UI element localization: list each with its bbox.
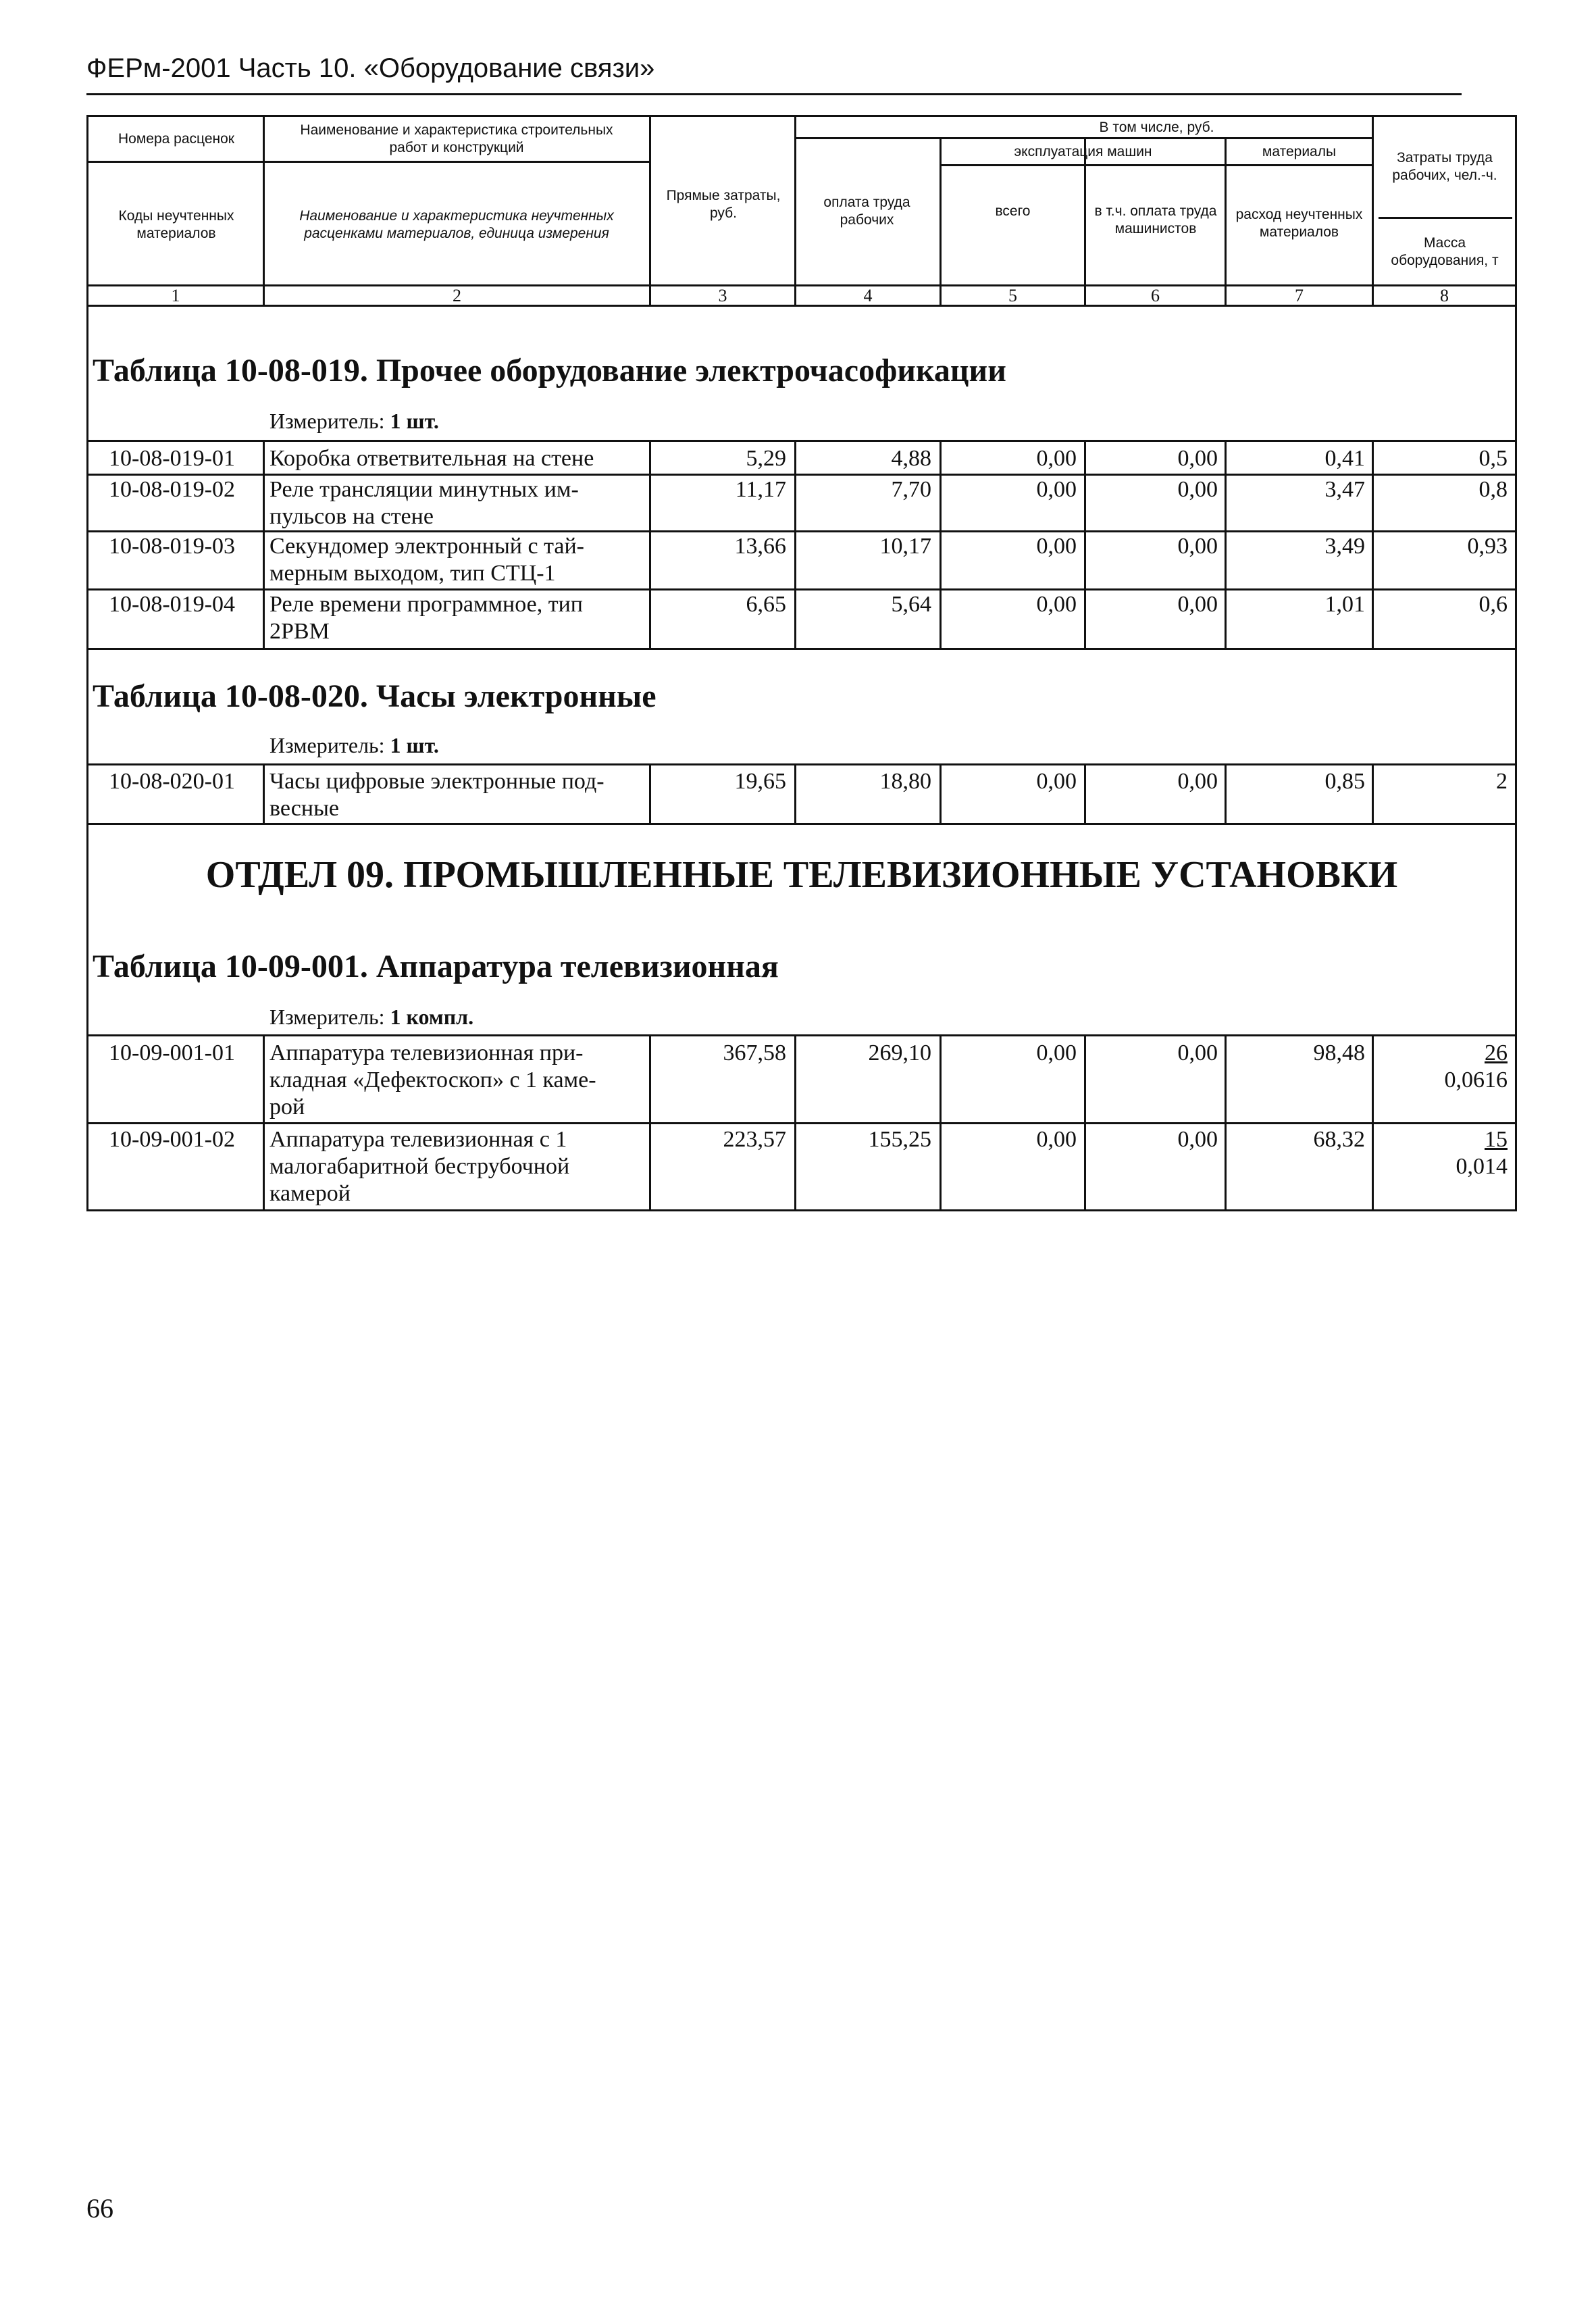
table-title: Таблица 10-08-020. Часы электронные — [93, 678, 657, 714]
machines-total: 0,00 — [1036, 1127, 1077, 1152]
header-direct-costs: Прямые затраты, руб. — [666, 188, 781, 221]
header-machinist-pay: в т.ч. оплата труда машинистов — [1094, 203, 1217, 236]
labor-pay: 155,25 — [868, 1127, 931, 1152]
rate-name: Аппаратура телевизионная с 1 — [269, 1127, 567, 1152]
rate-code: 10-08-019-01 — [109, 446, 235, 471]
machines-total: 0,00 — [1036, 477, 1077, 502]
rate-name-cont: весные — [269, 796, 340, 821]
rate-name: Реле трансляции минутных им- — [269, 477, 579, 502]
rate-name: Коробка ответвительная на стене — [269, 446, 594, 471]
equipment-mass: 0,0616 — [1444, 1067, 1508, 1092]
rate-code: 10-08-019-02 — [109, 477, 235, 502]
unit-of-measure: Измеритель: 1 шт. — [269, 409, 439, 433]
header-labor-cost: Затраты труда рабочих, чел.-ч. — [1392, 150, 1497, 183]
rate-name-cont: кладная «Дефектоскоп» с 1 каме- — [269, 1067, 596, 1092]
table-title: Таблица 10-09-001. Аппаратура телевизионная — [93, 949, 779, 984]
header-materials-usage: расход неучтенных материалов — [1235, 207, 1363, 240]
materials: 3,47 — [1324, 477, 1365, 502]
unit-of-measure: Измеритель: 1 шт. — [269, 733, 439, 757]
materials: 68,32 — [1313, 1127, 1365, 1152]
direct-costs: 19,65 — [734, 769, 786, 794]
machinist-pay: 0,00 — [1177, 769, 1218, 794]
direct-costs: 6,65 — [746, 592, 786, 617]
machinist-pay: 0,00 — [1177, 1040, 1218, 1065]
labor-cost: 15 — [1485, 1127, 1508, 1152]
header-name-bottom: Наименование и характеристика неучтенных расценками материалов, единица измерения — [299, 208, 614, 241]
labor-cost: 0,8 — [1478, 477, 1508, 502]
header-labor-pay: оплата труда рабочих — [823, 195, 910, 228]
rate-name: Секундомер электронный с тай- — [269, 534, 584, 559]
machines-total: 0,00 — [1036, 769, 1077, 794]
machinist-pay: 0,00 — [1177, 534, 1218, 559]
column-number: 8 — [1440, 286, 1449, 305]
labor-cost: 0,6 — [1478, 592, 1508, 617]
labor-pay: 10,17 — [879, 534, 931, 559]
machinist-pay: 0,00 — [1177, 592, 1218, 617]
labor-cost: 0,5 — [1478, 446, 1508, 471]
labor-pay: 4,88 — [891, 446, 931, 471]
labor-pay: 18,80 — [879, 769, 931, 794]
rate-name-cont: пульсов на стене — [269, 504, 434, 529]
machinist-pay: 0,00 — [1177, 446, 1218, 471]
direct-costs: 5,29 — [746, 446, 786, 471]
header-name-top: Наименование и характеристика строительных работ и конструкций — [300, 122, 613, 155]
page-number: 66 — [86, 2193, 113, 2223]
labor-pay: 5,64 — [891, 592, 931, 617]
column-number: 1 — [171, 286, 180, 305]
labor-cost: 26 — [1485, 1040, 1508, 1065]
rate-code: 10-08-020-01 — [109, 769, 235, 794]
rates-table — [86, 115, 1517, 1211]
table-title: Таблица 10-08-019. Прочее оборудование электрочасофикации — [93, 353, 1006, 388]
rate-name-cont: рой — [269, 1095, 305, 1120]
header-machines-total: всего — [995, 203, 1031, 219]
materials: 0,85 — [1324, 769, 1365, 794]
header-mass: Масса оборудования, т — [1391, 235, 1499, 268]
labor-pay: 7,70 — [891, 477, 931, 502]
machines-total: 0,00 — [1036, 592, 1077, 617]
column-number: 5 — [1008, 286, 1017, 305]
machinist-pay: 0,00 — [1177, 1127, 1218, 1152]
unit-of-measure: Измеритель: 1 компл. — [269, 1005, 474, 1029]
labor-cost: 0,93 — [1467, 534, 1508, 559]
rate-name-cont: мерным выходом, тип СТЦ-1 — [269, 561, 556, 586]
column-number: 6 — [1151, 286, 1160, 305]
materials: 0,41 — [1324, 446, 1365, 471]
machines-total: 0,00 — [1036, 446, 1077, 471]
header-including: В том числе, руб. — [1099, 120, 1214, 135]
rate-name: Реле времени программное, тип — [269, 592, 583, 617]
rate-name-cont: 2РВМ — [269, 619, 330, 644]
header-code-top: Номера расценок — [118, 131, 234, 147]
direct-costs: 11,17 — [735, 477, 786, 502]
labor-pay: 269,10 — [868, 1040, 931, 1065]
rate-name: Аппаратура телевизионная при- — [269, 1040, 584, 1065]
direct-costs: 367,58 — [723, 1040, 786, 1065]
rate-name-cont: малогабаритной беструбочной — [269, 1154, 570, 1179]
direct-costs: 13,66 — [734, 534, 786, 559]
column-number: 3 — [718, 286, 727, 305]
running-header: ФЕРм-2001 Часть 10. «Оборудование связи» — [86, 51, 1462, 95]
column-number: 4 — [863, 286, 873, 305]
materials: 1,01 — [1324, 592, 1365, 617]
column-number: 2 — [453, 286, 461, 305]
rate-code: 10-08-019-04 — [109, 592, 235, 617]
machines-total: 0,00 — [1036, 534, 1077, 559]
column-number: 7 — [1295, 286, 1304, 305]
machines-total: 0,00 — [1036, 1040, 1077, 1065]
rate-name-cont: камерой — [269, 1181, 351, 1206]
rate-name: Часы цифровые электронные под- — [269, 769, 604, 794]
materials: 98,48 — [1313, 1040, 1365, 1065]
machinist-pay: 0,00 — [1177, 477, 1218, 502]
rate-code: 10-08-019-03 — [109, 534, 235, 559]
direct-costs: 223,57 — [723, 1127, 786, 1152]
header-code-bottom: Коды неучтенных материалов — [118, 208, 234, 241]
rate-code: 10-09-001-01 — [109, 1040, 235, 1065]
rate-code: 10-09-001-02 — [109, 1127, 235, 1152]
materials: 3,49 — [1324, 534, 1365, 559]
header-machines: эксплуатация машин — [1014, 144, 1152, 159]
labor-cost: 2 — [1496, 769, 1508, 794]
department-title: ОТДЕЛ 09. ПРОМЫШЛЕННЫЕ ТЕЛЕВИЗИОННЫЕ УСТАНОВКИ — [205, 854, 1398, 896]
equipment-mass: 0,014 — [1456, 1154, 1508, 1179]
header-materials: материалы — [1262, 144, 1337, 159]
